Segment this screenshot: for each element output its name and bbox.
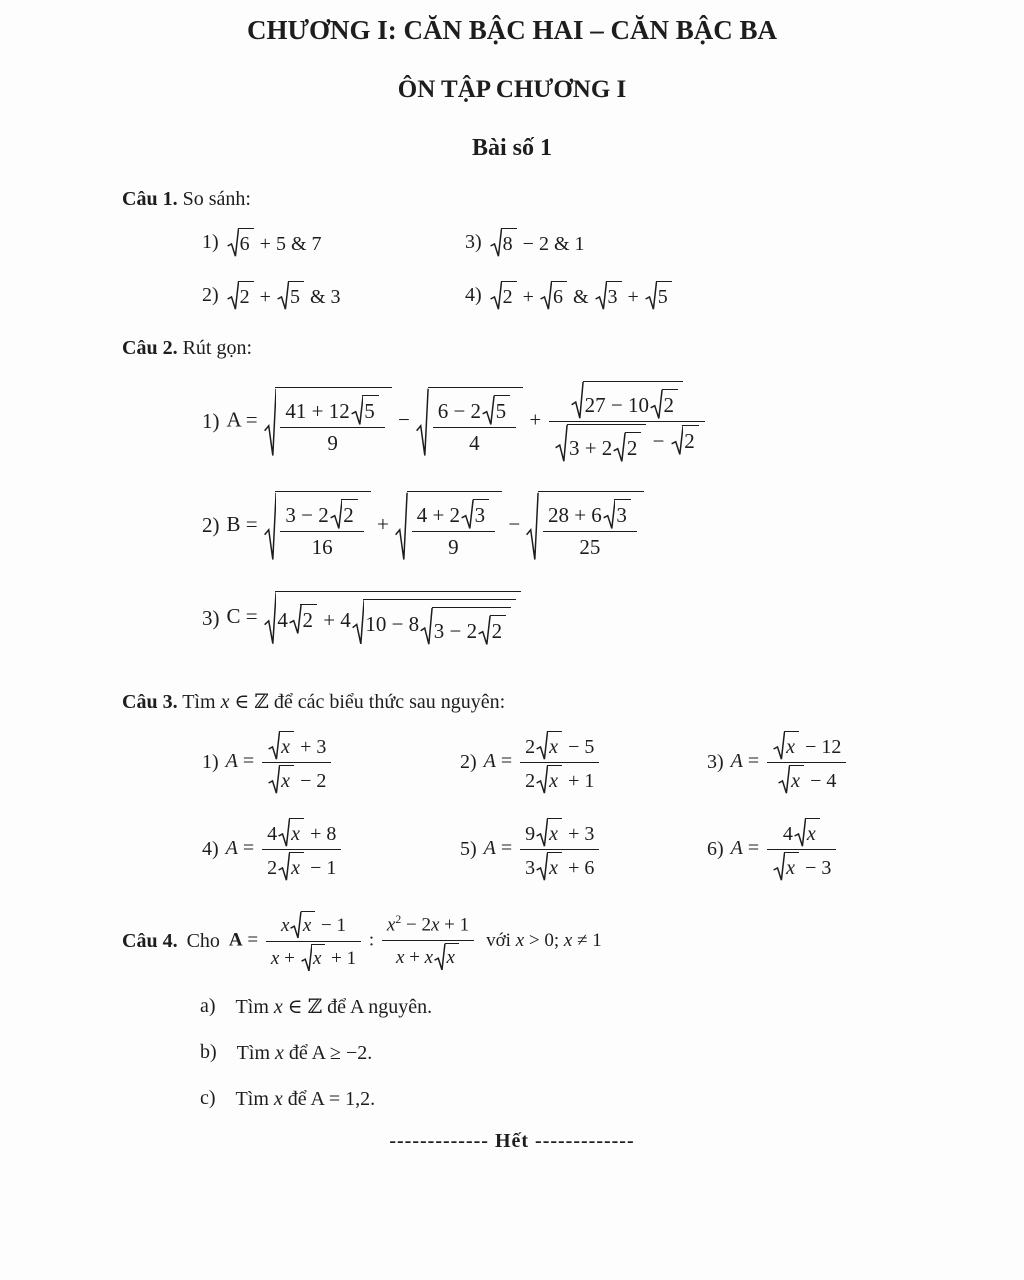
math-expression: 2 + 6 & 3 + 5 [489,281,673,310]
sqrt-expression: x [773,852,799,881]
sqrt-expression: 5 [645,281,672,310]
sqrt-expression: 3 + 2 2 [555,424,646,462]
fraction: $\frac{x - 12}{x - 4}$ [767,731,846,794]
q3-item-5 [460,818,707,881]
fraction: 6 − 2 5 4 [433,395,516,458]
sqrt-expression [526,491,643,562]
radical-sign-icon [536,818,548,847]
radical-sign-icon [536,852,548,881]
fraction: 3 − 2 2 16 [280,499,363,562]
part-letter: a) [200,995,216,1018]
radical-sign-icon [613,432,626,462]
question-4-intro: Cho [186,930,220,953]
question-4-label: Câu 4. [122,930,178,953]
radical-sign-icon [773,852,785,881]
radical-sign-icon [482,395,495,425]
item-number: 4) [465,284,482,306]
math-expression: A = $\frac{x - 12}{x - 4}$ [731,731,850,794]
math-expression: 8 − 2 & 1 [489,228,585,257]
item-number: 6) [707,838,724,861]
item-number: 1) [202,231,219,253]
question-3-heading [0,689,1024,715]
question-2-heading [0,336,1024,361]
sqrt-expression: x [536,852,562,881]
fraction: 4 + 2 3 9 [412,499,495,562]
item-number: 3) [465,231,482,253]
radical-sign-icon [794,818,806,847]
sqrt-expression: x [778,765,804,794]
radical-sign-icon [490,281,502,310]
radical-sign-icon [330,499,343,529]
question-4 [0,911,1024,1111]
radical-sign-icon [264,591,277,645]
sqrt-expression [264,387,392,458]
q4-part-b [200,1040,1024,1066]
radical-sign-icon [773,731,785,760]
item-number: 1) [202,409,220,434]
part-letter: c) [200,1087,216,1110]
sqrt-expression: x [794,818,820,847]
sqrt-expression: x [536,765,562,794]
part-text: Tìm x để A = 1,2. [235,1087,376,1110]
sqrt-expression: x [301,944,326,972]
radical-sign-icon [278,818,290,847]
math-expression: A = 4 x + 8 2 x − 1 [226,818,345,881]
radical-sign-icon [555,424,568,462]
radical-sign-icon [227,228,239,257]
sqrt-expression: 4 2 + 4 10 − 8 3 − 2 2 [264,591,521,645]
item-number: 5) [460,838,477,861]
q3-item-6 [707,818,1024,881]
sqrt-expression: 2 [330,499,358,529]
q3-item-3 [707,731,1024,794]
review-title: ÔN TẬP CHƯƠNG I [397,75,627,103]
sqrt-expression [416,387,523,458]
sqrt-expression: 2 [227,281,254,310]
item-number: 4) [202,838,219,861]
question-3-items [0,731,1024,881]
fraction: 27 − 10 2 3 + 2 2 − 2 [549,381,704,463]
radical-sign-icon [540,281,552,310]
sqrt-expression: 2 [671,425,699,455]
sqrt-expression [395,491,502,562]
radical-sign-icon [278,852,290,881]
question-1-items [0,228,1024,310]
sqrt-expression: x [268,765,294,794]
q2-item-3 [0,591,1024,645]
question-2-title: Rút gọn: [182,337,253,359]
radical-sign-icon [351,395,364,425]
sqrt-expression: 10 − 8 3 − 2 2 [352,599,516,645]
radical-sign-icon [289,604,302,634]
radical-sign-icon [671,425,684,455]
math-expression: C = 4 2 + 4 10 − 8 3 − 2 2 [227,591,523,645]
q1-item-4 [465,281,1024,310]
math-expression: A = 4 x x − 3 [731,818,840,881]
question-2-label: Câu 2. [122,337,178,359]
sqrt-expression: 2 [613,432,641,462]
fraction: 4 x + 8 2 x − 1 [262,818,341,881]
sqrt-expression: 2 [289,604,317,634]
end-of-document-line: ------------- Hết ------------- [389,1129,635,1152]
radical-sign-icon [478,615,491,645]
math-expression: A = 9 x + 3 3 x + 6 [484,818,603,881]
radical-sign-icon [490,228,502,257]
sqrt-expression: x [536,818,562,847]
math-expression: 6 + 5 & 7 [226,228,322,257]
math-expression: A = 41 + 12 5 9 − 6 − 2 5 4 + 27 − 10 2 3 + 2 2 − 2 [227,381,708,463]
radical-sign-icon [268,731,280,760]
math-expression: 2 + 5 & 3 [226,281,341,310]
part-letter: b) [200,1041,217,1064]
item-number: 1) [202,751,219,774]
fraction: $x^2 - 2x + 1$ x + x x [382,912,474,971]
item-number: 2) [202,513,220,538]
question-4-condition: với x > 0; x ≠ 1 [486,930,602,952]
radical-sign-icon [645,281,657,310]
radical-sign-icon [268,765,280,794]
part-text: Tìm x để A ≥ −2. [236,1041,373,1064]
item-number: 3) [202,605,220,630]
chapter-title: CHƯƠNG I: CĂN BẬC HAI – CĂN BẬC BA [246,15,777,45]
sqrt-expression: 2 [490,281,517,310]
sqrt-expression: 3 [461,499,489,529]
q2-item-2 [0,491,1024,562]
q3-item-2 [460,731,707,794]
radical-sign-icon [603,499,616,529]
item-number: 3) [707,751,724,774]
radical-sign-icon [227,281,239,310]
radical-sign-icon [290,911,301,939]
sqrt-expression: 2 [478,615,506,645]
q3-item-1 [202,731,460,794]
fraction: 4 x x − 3 [767,818,836,881]
sqrt-expression: x [536,731,562,760]
q1-item-2 [202,281,465,310]
sqrt-expression: 3 [595,281,622,310]
radical-sign-icon [301,944,312,972]
radical-sign-icon [778,765,790,794]
question-4-heading [0,911,1024,971]
fraction: 2 x − 5 2 x + 1 [520,731,599,794]
q4-part-c [200,1086,1024,1112]
q1-item-3 [465,228,1024,257]
sqrt-expression: 3 [603,499,631,529]
question-1-title: So sánh: [182,188,251,210]
radical-sign-icon [526,491,539,562]
item-number: 2) [202,284,219,306]
sqrt-expression: x [268,731,294,760]
radical-sign-icon [536,731,548,760]
item-number: 2) [460,751,477,774]
radical-sign-icon [277,281,289,310]
sqrt-expression: 5 [482,395,510,425]
question-3-title: Tìm x ∈ ℤ để các biểu thức sau nguyên: [182,691,506,714]
fraction: x x − 1 x + x + 1 [266,911,361,971]
sqrt-expression: x [773,731,799,760]
sqrt-expression: x [278,852,304,881]
sqrt-expression: 6 [227,228,254,257]
radical-sign-icon [420,607,433,645]
sqrt-expression: 5 [351,395,379,425]
sqrt-expression: x [290,911,315,939]
radical-sign-icon [264,387,277,458]
sqrt-expression: x [278,818,304,847]
math-expression: A = $\frac{x + 3}{x - 2}$ [226,731,335,794]
question-3-label: Câu 3. [122,691,178,714]
exercise-title: Bài số 1 [471,135,552,161]
sqrt-expression: x [434,943,459,971]
radical-sign-icon [595,281,607,310]
math-expression: A = 2 x − 5 2 x + 1 [484,731,603,794]
radical-sign-icon [395,491,408,562]
q4-part-a [200,994,1024,1020]
radical-sign-icon [536,765,548,794]
sqrt-expression: 27 − 10 2 [571,381,683,419]
math-expression: A = x x − 1 x + x + 1 : $x^2 - 2x + 1$ x + x x [229,911,477,971]
sqrt-expression: 8 [490,228,517,257]
question-3 [0,689,1024,881]
q1-item-1 [202,228,465,257]
sqrt-expression: 6 [540,281,567,310]
question-2 [0,336,1024,645]
q2-item-1 [0,381,1024,463]
question-1 [0,187,1024,310]
fraction: 41 + 12 5 9 [280,395,384,458]
radical-sign-icon [352,599,365,645]
sqrt-expression: 2 [650,389,678,419]
part-text: Tìm x ∈ ℤ để A nguyên. [235,995,433,1018]
question-1-label: Câu 1. [122,188,178,210]
radical-sign-icon [650,389,663,419]
sqrt-expression [264,491,371,562]
radical-sign-icon [571,381,584,419]
radical-sign-icon [434,943,445,971]
document-header [0,14,1024,163]
math-expression: B = 3 − 2 2 16 + 4 + 2 3 9 − 28 + 6 3 25 [227,491,645,562]
sqrt-expression: 3 − 2 2 [420,607,511,645]
radical-sign-icon [461,499,474,529]
sqrt-expression: 5 [277,281,304,310]
radical-sign-icon [416,387,429,458]
question-1-heading [0,187,1024,212]
question-4-parts [0,994,1024,1112]
fraction: 9 x + 3 3 x + 6 [520,818,599,881]
q3-item-4 [202,818,460,881]
fraction: $\frac{x + 3}{x - 2}$ [262,731,331,794]
radical-sign-icon [264,491,277,562]
fraction: 28 + 6 3 25 [543,499,637,562]
